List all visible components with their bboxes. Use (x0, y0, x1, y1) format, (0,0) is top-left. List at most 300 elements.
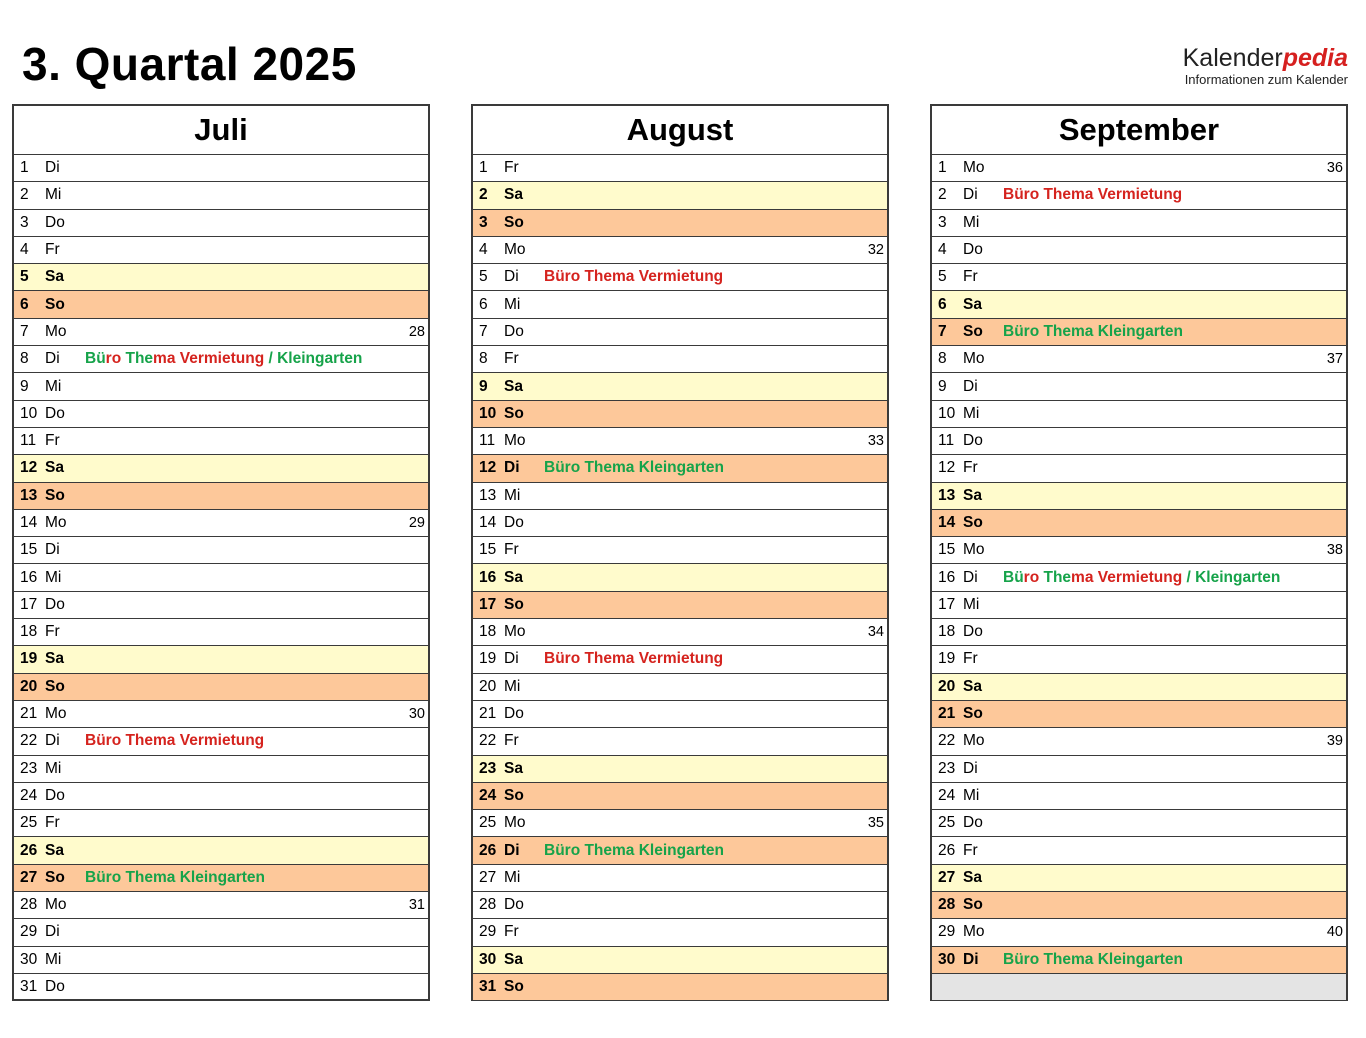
weekday-label: Do (45, 978, 65, 996)
day-row (473, 947, 887, 974)
event-text-segment: Büro Thema Vermietung (85, 732, 265, 750)
day-number: 26 (479, 841, 497, 859)
day-number: 22 (20, 732, 38, 750)
weekday-label: Mi (963, 213, 980, 231)
day-number: 1 (938, 159, 947, 177)
day-row (14, 701, 428, 728)
event-text-segment: Büro Thema Vermietung (1003, 186, 1183, 204)
day-number: 21 (20, 705, 38, 723)
day-row (14, 619, 428, 646)
event-text-segment: Büro Thema Kleingarten (1003, 322, 1183, 340)
month-august (471, 104, 889, 1001)
day-row (473, 483, 887, 510)
day-number: 20 (20, 677, 38, 695)
day-row (14, 510, 428, 537)
weekday-label: Di (45, 541, 60, 559)
weekday-label: Do (504, 896, 524, 914)
day-number: 26 (938, 841, 956, 859)
day-number: 4 (479, 241, 488, 259)
weekday-label: Sa (504, 950, 523, 968)
weekday-label: Fr (963, 650, 978, 668)
event-text-segment: ma Vermietung (153, 350, 265, 368)
day-list (932, 155, 1346, 1000)
day-row (14, 919, 428, 946)
weekday-label: So (963, 322, 983, 340)
day-row (932, 701, 1346, 728)
day-number: 30 (20, 950, 38, 968)
day-number: 19 (479, 650, 497, 668)
day-row (932, 646, 1346, 673)
day-number: 14 (479, 514, 497, 531)
weekday-label: So (963, 896, 983, 914)
day-row (932, 237, 1346, 264)
day-row (932, 155, 1346, 182)
day-number: 25 (479, 814, 497, 832)
weekday-label: Di (45, 350, 60, 368)
weekday-label: Mo (963, 541, 985, 559)
day-number: 9 (20, 377, 29, 395)
event-text-segment: Büro Thema Kleingarten (544, 841, 724, 859)
weekday-label: Mo (963, 732, 985, 750)
event-label (544, 842, 724, 860)
weekday-label: Sa (45, 268, 64, 286)
event-label (85, 869, 265, 887)
day-row (14, 155, 428, 182)
weekday-label: Di (963, 186, 978, 204)
weekday-label: Di (963, 377, 978, 395)
weekday-label: Do (504, 514, 524, 531)
day-number: 21 (938, 705, 956, 723)
day-row (14, 728, 428, 755)
weekday-label: Mo (504, 814, 526, 832)
day-row (14, 537, 428, 564)
day-number: 14 (938, 514, 956, 531)
weekday-label: Mi (45, 568, 62, 586)
event-text-segment: Bü (85, 350, 106, 368)
day-list (14, 155, 428, 1000)
weekday-label: So (504, 213, 524, 231)
brand-tagline: Informationen zum Kalender (1184, 72, 1348, 87)
event-text-segment: / Kleingarten (1182, 568, 1281, 586)
weekday-label: Sa (504, 759, 523, 777)
weekday-label: Di (504, 268, 519, 286)
day-number: 2 (479, 186, 488, 204)
day-number: 27 (479, 868, 497, 886)
day-row (14, 674, 428, 701)
event-label (1003, 951, 1183, 969)
weekday-label: Mi (45, 377, 62, 395)
day-number: 7 (20, 322, 29, 340)
day-number: 29 (479, 923, 497, 941)
day-number: 27 (938, 868, 956, 886)
week-number: 30 (408, 706, 425, 723)
weekday-label: Mo (504, 623, 526, 641)
weekday-label: Fr (963, 841, 978, 859)
day-number: 25 (20, 814, 38, 832)
weekday-label: Di (963, 950, 979, 968)
day-number: 6 (938, 295, 947, 313)
day-row (14, 892, 428, 919)
day-number: 8 (938, 350, 947, 368)
weekday-label: Mo (963, 923, 985, 941)
event-text-segment: Büro Thema Kleingarten (1003, 950, 1183, 968)
day-row (473, 865, 887, 892)
brand-name (1183, 44, 1348, 72)
weekday-label: Di (45, 923, 60, 941)
day-number: 3 (479, 213, 488, 231)
weekday-label: Mi (45, 759, 62, 777)
day-row (473, 291, 887, 318)
day-number: 5 (938, 268, 947, 286)
weekday-label: Sa (45, 841, 64, 859)
day-number: 9 (479, 377, 488, 395)
day-row (473, 182, 887, 209)
week-number: 29 (408, 515, 425, 531)
day-number: 20 (479, 677, 497, 695)
day-number: 1 (479, 159, 488, 177)
day-row (473, 264, 887, 291)
day-number: 23 (938, 759, 956, 777)
day-number: 15 (479, 541, 497, 559)
weekday-label: Sa (963, 868, 982, 886)
week-number: 31 (408, 897, 425, 914)
day-row (473, 237, 887, 264)
day-number: 28 (20, 896, 38, 914)
day-row (14, 264, 428, 291)
weekday-label: Fr (504, 923, 519, 941)
weekday-label: Do (45, 213, 65, 231)
weekday-label: So (504, 786, 524, 804)
day-number: 5 (20, 268, 29, 286)
day-list (473, 155, 887, 1000)
week-number: 32 (867, 242, 884, 259)
weekday-label: Fr (504, 350, 519, 368)
day-row (473, 674, 887, 701)
day-row (14, 974, 428, 1000)
day-number: 5 (479, 268, 488, 286)
day-number: 6 (479, 295, 488, 313)
day-row (14, 592, 428, 619)
day-row (473, 510, 887, 537)
day-number: 24 (938, 786, 956, 804)
day-number: 31 (479, 978, 497, 996)
weekday-label: Do (45, 786, 65, 804)
day-number: 2 (20, 186, 29, 204)
weekday-label: Fr (504, 732, 519, 750)
day-row (473, 455, 887, 482)
day-number: 7 (479, 322, 488, 340)
event-label (85, 350, 362, 368)
day-number: 19 (20, 650, 38, 668)
week-number: 40 (1326, 924, 1343, 941)
weekday-label: Do (45, 595, 65, 613)
day-row (932, 947, 1346, 974)
day-row (473, 373, 887, 400)
weekday-label: Mo (504, 241, 526, 259)
weekday-label: Mi (504, 677, 521, 695)
day-number: 21 (479, 705, 497, 723)
day-number: 12 (20, 459, 38, 477)
week-number: 38 (1326, 542, 1343, 559)
day-row (473, 210, 887, 237)
event-text-segment: ma Vermietung (1071, 568, 1183, 586)
weekday-label: Do (45, 404, 65, 422)
day-number: 3 (20, 213, 29, 231)
day-number: 16 (938, 568, 956, 586)
weekday-label: Do (504, 322, 524, 340)
weekday-label: Mo (45, 514, 67, 531)
weekday-label: Di (963, 759, 978, 777)
weekday-label: Mi (504, 295, 521, 313)
day-row (473, 155, 887, 182)
day-number: 18 (938, 623, 956, 641)
weekday-label: Di (45, 732, 60, 750)
day-row (932, 264, 1346, 291)
weekday-label: Fr (504, 541, 519, 559)
day-number: 23 (20, 759, 38, 777)
weekday-label: Do (963, 623, 983, 641)
weekday-label: Mo (963, 350, 985, 368)
weekday-label: Di (504, 459, 520, 477)
day-row (932, 810, 1346, 837)
event-label (544, 650, 723, 668)
day-number: 24 (20, 786, 38, 804)
day-number: 23 (479, 759, 497, 777)
day-row (932, 346, 1346, 373)
day-number: 2 (938, 186, 947, 204)
weekday-label: Mi (504, 868, 521, 886)
day-number: 13 (479, 486, 497, 504)
day-row (932, 564, 1346, 591)
day-row (473, 401, 887, 428)
day-row (932, 892, 1346, 919)
day-row (14, 810, 428, 837)
brand-name-accent: pedia (1282, 44, 1348, 72)
day-row (473, 756, 887, 783)
day-number: 31 (20, 978, 38, 996)
day-number: 17 (20, 595, 38, 613)
day-number: 25 (938, 814, 956, 832)
weekday-label: Mi (45, 186, 62, 204)
day-row (932, 728, 1346, 755)
day-row (14, 401, 428, 428)
weekday-label: Sa (963, 295, 982, 313)
day-number: 18 (479, 623, 497, 641)
day-number: 10 (938, 404, 956, 422)
day-row (14, 291, 428, 318)
day-number: 6 (20, 295, 29, 313)
day-number: 16 (479, 568, 497, 586)
event-text-segment: Bü (1003, 568, 1024, 586)
day-row (14, 428, 428, 455)
day-number: 27 (20, 868, 38, 886)
day-row (932, 373, 1346, 400)
weekday-label: Di (45, 159, 60, 177)
weekday-label: Fr (963, 268, 978, 286)
day-row (932, 865, 1346, 892)
day-row (473, 701, 887, 728)
month-september (930, 104, 1348, 1001)
day-number: 22 (479, 732, 497, 750)
weekday-label: Mo (45, 705, 67, 723)
day-row (932, 537, 1346, 564)
day-row (473, 728, 887, 755)
day-row (473, 919, 887, 946)
weekday-label: Fr (45, 241, 60, 259)
day-number: 4 (20, 241, 29, 259)
weekday-label: Fr (963, 459, 978, 477)
weekday-label: Di (963, 568, 978, 586)
day-row (932, 919, 1346, 946)
weekday-label: Mi (963, 595, 980, 613)
week-number: 36 (1326, 160, 1343, 177)
event-label (1003, 323, 1183, 341)
day-row (14, 837, 428, 864)
day-number: 30 (479, 950, 497, 968)
day-row (473, 592, 887, 619)
day-number: 9 (938, 377, 947, 395)
day-number: 29 (938, 923, 956, 941)
day-row (932, 210, 1346, 237)
day-number: 11 (938, 432, 955, 450)
day-number: 13 (20, 486, 38, 504)
day-row (14, 483, 428, 510)
day-number: 8 (479, 350, 488, 368)
day-number: 29 (20, 923, 38, 941)
day-row (473, 837, 887, 864)
weekday-label: Sa (504, 186, 523, 204)
day-row (473, 646, 887, 673)
weekday-label: Do (963, 814, 983, 832)
weekday-label: Mi (963, 404, 980, 422)
day-row (473, 619, 887, 646)
day-number: 15 (938, 541, 956, 559)
day-number: 13 (938, 486, 956, 504)
day-row (14, 646, 428, 673)
event-label (544, 459, 724, 477)
day-row (473, 810, 887, 837)
day-number: 8 (20, 350, 29, 368)
weekday-label: So (504, 404, 524, 422)
day-row (14, 237, 428, 264)
event-text-segment: Büro Thema Kleingarten (85, 868, 265, 886)
day-row (14, 564, 428, 591)
empty-day-cell (932, 974, 1346, 1000)
day-number: 24 (479, 786, 497, 804)
week-number: 37 (1326, 351, 1343, 368)
day-number: 12 (479, 459, 497, 477)
weekday-label: Sa (963, 486, 982, 504)
weekday-label: Di (504, 841, 520, 859)
day-number: 11 (479, 432, 496, 450)
event-label (85, 732, 264, 750)
day-number: 18 (20, 623, 38, 641)
event-text-segment: / Kleingarten (264, 350, 363, 368)
day-row (473, 537, 887, 564)
day-number: 30 (938, 950, 956, 968)
day-number: 4 (938, 241, 947, 259)
weekday-label: So (963, 705, 983, 723)
month-header: August (473, 106, 887, 155)
weekday-label: Mi (504, 486, 521, 504)
weekday-label: Sa (45, 650, 64, 668)
day-row (14, 455, 428, 482)
day-row (14, 865, 428, 892)
day-row (473, 783, 887, 810)
brand-logo (1183, 44, 1348, 87)
weekday-label: Di (504, 650, 519, 668)
day-row (932, 455, 1346, 482)
weekday-label: Do (963, 241, 983, 259)
day-number: 26 (20, 841, 38, 859)
event-text-segment: ro (105, 350, 126, 368)
day-number: 17 (479, 595, 497, 613)
weekday-label: So (45, 677, 65, 695)
day-row (14, 756, 428, 783)
day-row (14, 947, 428, 974)
weekday-label: Do (504, 705, 524, 723)
day-row (932, 483, 1346, 510)
day-row (932, 510, 1346, 537)
weekday-label: So (45, 868, 65, 886)
weekday-label: Do (963, 432, 983, 450)
week-number: 28 (408, 323, 425, 340)
month-header: Juli (14, 106, 428, 155)
weekday-label: Mi (45, 950, 62, 968)
weekday-label: Mo (45, 896, 67, 914)
day-row (473, 428, 887, 455)
weekday-label: Sa (963, 677, 982, 695)
day-number: 14 (20, 514, 38, 531)
day-number: 10 (20, 404, 38, 422)
day-number: 11 (20, 432, 37, 450)
weekday-label: So (45, 295, 65, 313)
event-text-segment: The (125, 350, 154, 368)
event-label (544, 268, 723, 286)
event-label (1003, 186, 1182, 204)
day-row (932, 401, 1346, 428)
week-number: 33 (867, 433, 884, 450)
day-number: 7 (938, 322, 947, 340)
event-text-segment: Büro Thema Kleingarten (544, 459, 724, 477)
weekday-label: Sa (45, 459, 64, 477)
event-text-segment: Büro Thema Vermietung (544, 650, 724, 668)
day-number: 10 (479, 404, 497, 422)
weekday-label: Fr (45, 432, 60, 450)
event-label (1003, 569, 1280, 587)
weekday-label: Sa (504, 568, 523, 586)
week-number: 35 (867, 815, 884, 832)
day-number: 28 (479, 896, 497, 914)
weekday-label: Mi (963, 786, 980, 804)
day-row (932, 619, 1346, 646)
day-row (14, 319, 428, 346)
day-row (932, 674, 1346, 701)
day-row (473, 974, 887, 1000)
month-juli (12, 104, 430, 1001)
day-row (932, 783, 1346, 810)
week-number: 34 (867, 624, 884, 641)
day-row (932, 756, 1346, 783)
brand-name-main: Kalender (1182, 44, 1283, 72)
day-number: 20 (938, 677, 956, 695)
day-row (473, 892, 887, 919)
day-row (14, 783, 428, 810)
day-row (932, 428, 1346, 455)
day-number: 3 (938, 213, 947, 231)
weekday-label: Fr (45, 623, 60, 641)
day-row (14, 182, 428, 209)
